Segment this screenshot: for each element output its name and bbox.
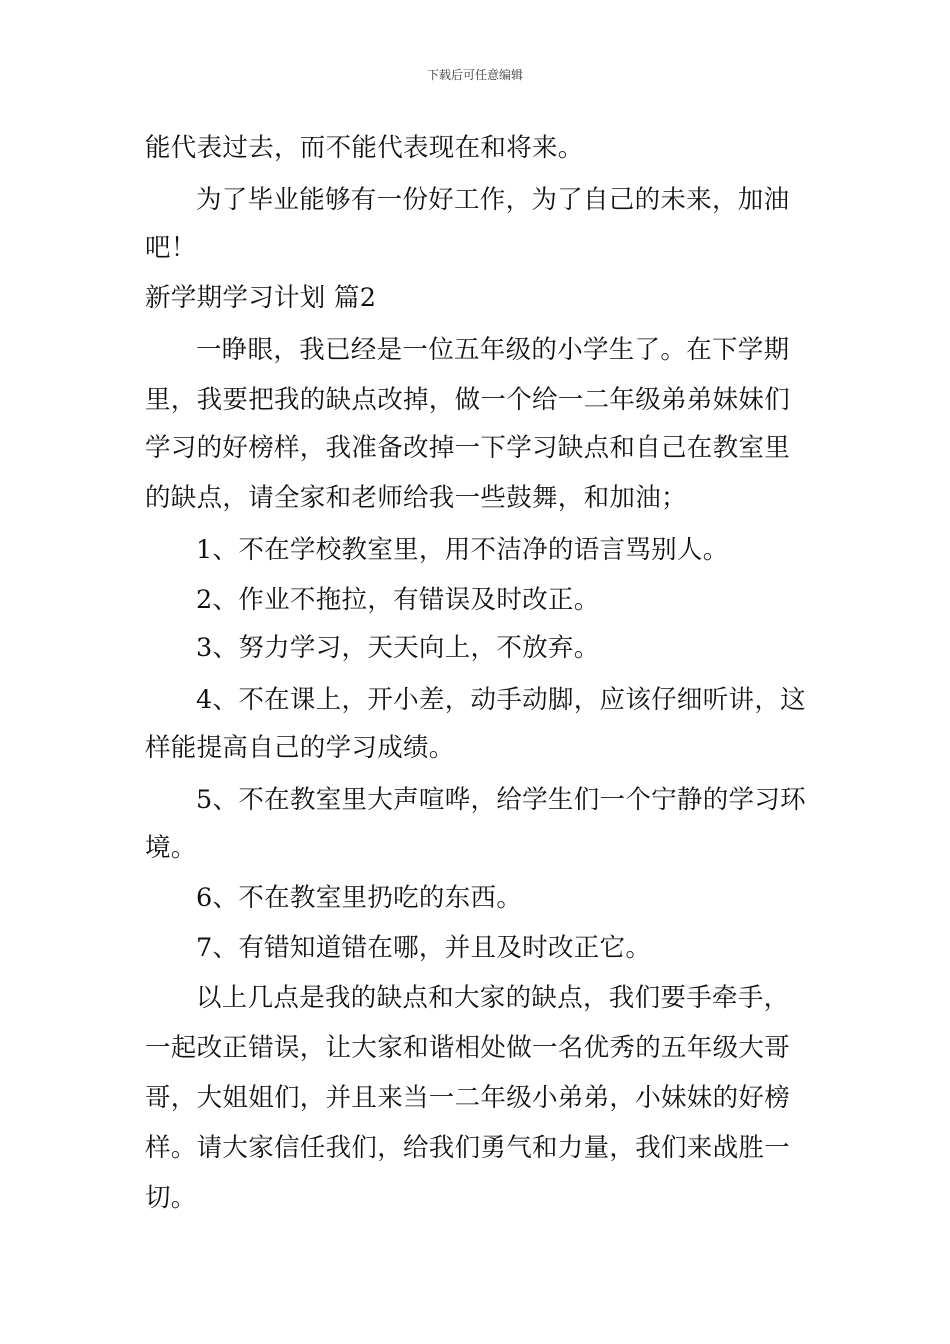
text-line: 切。 [145,1183,197,1213]
text-line: 能代表过去，而不能代表现在和将来。 [145,133,584,163]
paragraph-line: 以上几点是我的缺点和大家的缺点，我们要手牵手， [196,983,790,1013]
list-item: 2、作业不拖拉，有错误及时改正。 [196,585,600,615]
text-line: 一起改正错误，让大家和谐相处做一名优秀的五年级大哥 [145,1033,791,1063]
text-line: 里，我要把我的缺点改掉，做一个给一二年级弟弟妹妹们 [145,385,791,415]
text-line: 样。请大家信任我们，给我们勇气和力量，我们来战胜一 [145,1133,791,1163]
list-item: 4、不在课上，开小差，动手动脚，应该仔细听讲，这 [196,685,806,715]
list-item: 6、不在教室里扔吃的东西。 [196,883,523,913]
list-item: 3、努力学习，天天向上，不放弃。 [196,633,600,663]
text-line: 哥，大姐姐们，并且来当一二年级小弟弟，小妹妹的好榜 [145,1083,791,1113]
list-item: 7、有错知道错在哪，并且及时改正它。 [196,933,652,963]
list-item: 5、不在教室里大声喧哗，给学生们一个宁静的学习环 [196,785,806,815]
header-note: 下载后可任意编辑 [426,68,523,82]
list-item: 1、不在学校教室里，用不洁净的语言骂别人。 [196,535,729,565]
section-title: 新学期学习计划 篇2 [145,283,377,313]
text-line: 的缺点，请全家和老师给我一些鼓舞，和加油； [145,483,687,513]
paragraph-line: 一睁眼，我已经是一位五年级的小学生了。在下学期 [196,335,790,365]
text-line: 样能提高自己的学习成绩。 [145,733,455,763]
text-line: 学习的好榜样，我准备改掉一下学习缺点和自己在教室里 [145,433,791,463]
paragraph-line: 为了毕业能够有一份好工作，为了自己的未来，加油 [196,185,790,215]
text-line: 吧！ [145,233,197,263]
text-line: 境。 [145,833,197,863]
